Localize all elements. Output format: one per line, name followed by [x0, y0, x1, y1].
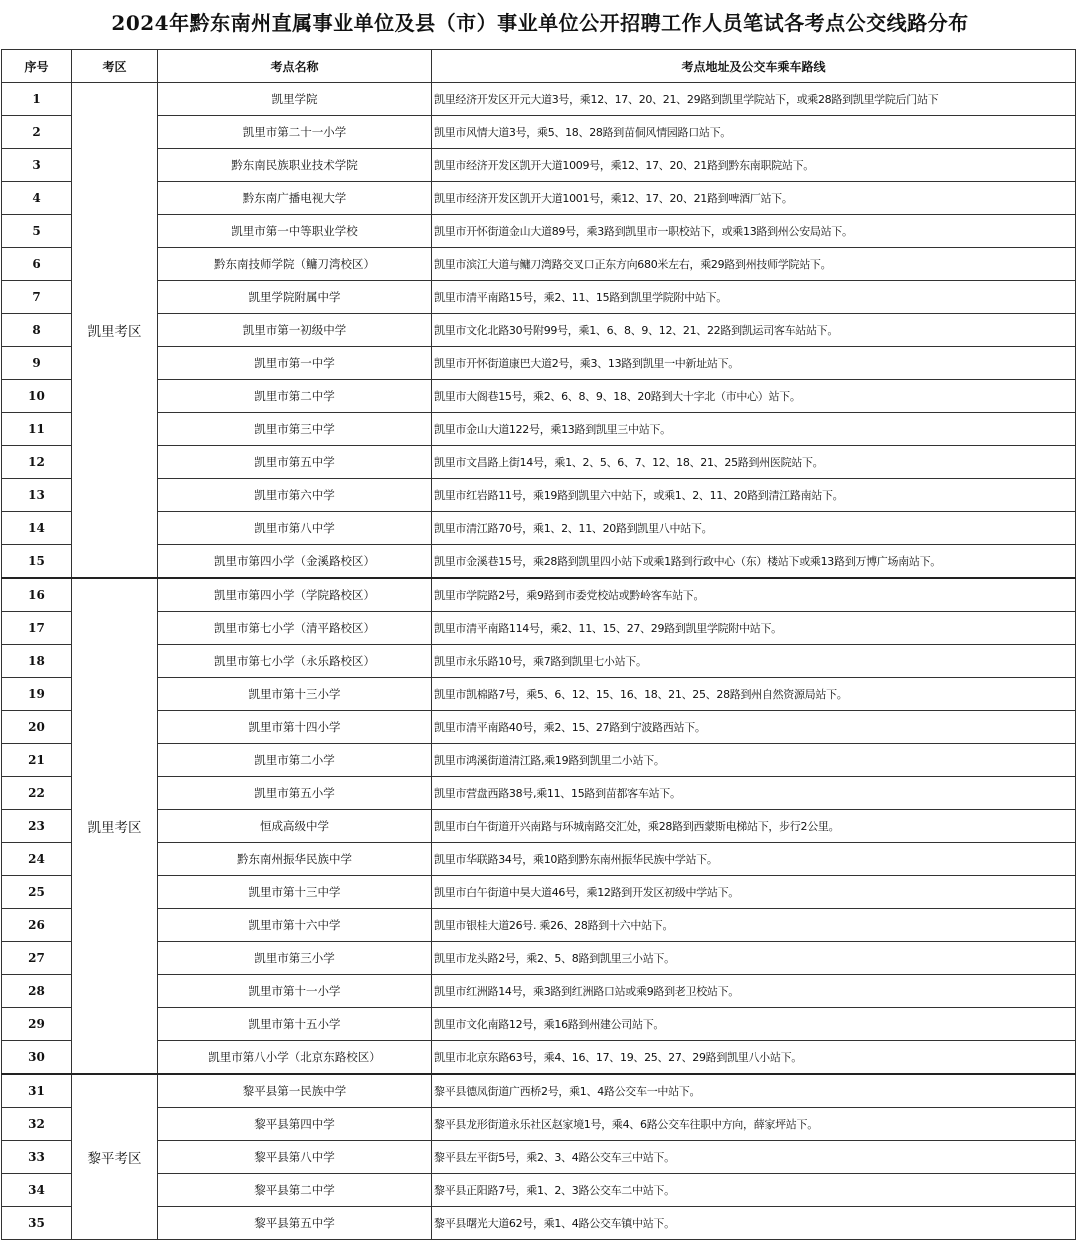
- row-index: 34: [2, 1174, 72, 1207]
- row-index: 14: [2, 512, 72, 545]
- table-row: [2, 281, 1076, 314]
- site-route: 凯里市文昌路上街14号，乘1、2、5、6、7、12、18、21、25路到州医院站下。: [432, 446, 1076, 479]
- table-row: [2, 545, 1076, 579]
- row-index: 28: [2, 975, 72, 1008]
- row-index: 8: [2, 314, 72, 347]
- exam-area-cell: 黎平考区: [72, 1074, 158, 1240]
- row-index: 22: [2, 777, 72, 810]
- site-name: 凯里市第三小学: [158, 942, 432, 975]
- table-row: [2, 215, 1076, 248]
- table-row: [2, 711, 1076, 744]
- table-row: [2, 843, 1076, 876]
- site-route: 黎平县正阳路7号，乘1、2、3路公交车二中站下。: [432, 1174, 1076, 1207]
- site-route: 凯里经济开发区开元大道3号，乘12、17、20、21、29路到凯里学院站下，或乘28路到凯里学院后门站下: [432, 83, 1076, 116]
- row-index: 10: [2, 380, 72, 413]
- table-row: [2, 149, 1076, 182]
- site-route: 凯里市白午街道中昊大道46号，乘12路到开发区初级中学站下。: [432, 876, 1076, 909]
- site-route: 凯里市经济开发区凯开大道1009号，乘12、17、20、21路到黔东南职院站下。: [432, 149, 1076, 182]
- site-name: 恒成高级中学: [158, 810, 432, 843]
- site-route: 凯里市永乐路10号，乘7路到凯里七小站下。: [432, 645, 1076, 678]
- table-row: [2, 1008, 1076, 1041]
- site-name: 凯里市第八小学（北京东路校区）: [158, 1041, 432, 1075]
- site-route: 凯里市鸿溪街道清江路,乘19路到凯里二小站下。: [432, 744, 1076, 777]
- table-row: [2, 1174, 1076, 1207]
- site-route: 凯里市白午街道开兴南路与环城南路交汇处，乘28路到西蒙斯电梯站下，步行2公里。: [432, 810, 1076, 843]
- table-row: [2, 645, 1076, 678]
- site-name: 凯里市第一中等职业学校: [158, 215, 432, 248]
- site-route: 凯里市学院路2号，乘9路到市委党校站或黔岭客车站下。: [432, 578, 1076, 612]
- site-name: 凯里市第六中学: [158, 479, 432, 512]
- site-name: 黎平县第四中学: [158, 1108, 432, 1141]
- site-name: 凯里市第五中学: [158, 446, 432, 479]
- page-title: 2024年黔东南州直属事业单位及县（市）事业单位公开招聘工作人员笔试各考点公交线路分布: [111, 11, 969, 35]
- site-name: 黎平县第一民族中学: [158, 1074, 432, 1108]
- site-route: 凯里市金溪巷15号，乘28路到凯里四小站下或乘1路到行政中心（东）楼站下或乘13路到万博广场南站下。: [432, 545, 1076, 579]
- row-index: 21: [2, 744, 72, 777]
- header-name: 考点名称: [158, 50, 432, 83]
- table-row: [2, 876, 1076, 909]
- header-route: 考点地址及公交车乘车路线: [432, 50, 1076, 83]
- table-row: [2, 116, 1076, 149]
- site-route: 凯里市红岩路11号，乘19路到凯里六中站下，或乘1、2、11、20路到清江路南站下。: [432, 479, 1076, 512]
- site-name: 黎平县第八中学: [158, 1141, 432, 1174]
- site-route: 黎平县德凤街道广西桥2号，乘1、4路公交车一中站下。: [432, 1074, 1076, 1108]
- exam-area-cell: 凯里考区: [72, 578, 158, 1074]
- site-route: 凯里市开怀街道金山大道89号，乘3路到凯里市一职校站下，或乘13路到州公安局站下。: [432, 215, 1076, 248]
- site-name: 凯里市第十六中学: [158, 909, 432, 942]
- site-name: 凯里市第十四小学: [158, 711, 432, 744]
- site-name: 凯里市第十三小学: [158, 678, 432, 711]
- site-route: 凯里市大阁巷15号，乘2、6、8、9、18、20路到大十字北（市中心）站下。: [432, 380, 1076, 413]
- table-row: [2, 578, 1076, 612]
- row-index: 18: [2, 645, 72, 678]
- row-index: 2: [2, 116, 72, 149]
- site-route: 凯里市清平南路114号，乘2、11、15、27、29路到凯里学院附中站下。: [432, 612, 1076, 645]
- site-name: 黎平县第五中学: [158, 1207, 432, 1240]
- site-name: 凯里市第一中学: [158, 347, 432, 380]
- site-name: 凯里市第五小学: [158, 777, 432, 810]
- table-row: [2, 1108, 1076, 1141]
- site-route: 凯里市经济开发区凯开大道1001号，乘12、17、20、21路到啤酒厂站下。: [432, 182, 1076, 215]
- site-route: 凯里市风情大道3号，乘5、18、28路到苗侗风情园路口站下。: [432, 116, 1076, 149]
- site-name: 凯里市第二十一小学: [158, 116, 432, 149]
- site-route: 凯里市文化南路12号，乘16路到州建公司站下。: [432, 1008, 1076, 1041]
- site-name: 黔东南州振华民族中学: [158, 843, 432, 876]
- site-name: 凯里市第八中学: [158, 512, 432, 545]
- site-route: 凯里市华联路34号，乘10路到黔东南州振华民族中学站下。: [432, 843, 1076, 876]
- site-name: 黔东南技师学院（鳙刀湾校区）: [158, 248, 432, 281]
- row-index: 17: [2, 612, 72, 645]
- row-index: 26: [2, 909, 72, 942]
- table-row: [2, 1041, 1076, 1075]
- row-index: 6: [2, 248, 72, 281]
- site-route: 凯里市北京东路63号，乘4、16、17、19、25、27、29路到凯里八小站下。: [432, 1041, 1076, 1075]
- site-route: 黎平县左平街5号，乘2、3、4路公交车三中站下。: [432, 1141, 1076, 1174]
- table-row: [2, 810, 1076, 843]
- site-route: 凯里市清江路70号，乘1、2、11、20路到凯里八中站下。: [432, 512, 1076, 545]
- site-name: 凯里市第四小学（学院路校区）: [158, 578, 432, 612]
- site-name: 凯里市第四小学（金溪路校区）: [158, 545, 432, 579]
- site-route: 凯里市清平南路15号，乘2、11、15路到凯里学院附中站下。: [432, 281, 1076, 314]
- table-row: [2, 380, 1076, 413]
- site-name: 凯里学院附属中学: [158, 281, 432, 314]
- site-route: 凯里市凯棉路7号，乘5、6、12、15、16、18、21、25、28路到州自然资源局站下。: [432, 678, 1076, 711]
- row-index: 25: [2, 876, 72, 909]
- table-row: [2, 942, 1076, 975]
- header-index: 序号: [2, 50, 72, 83]
- table-row: [2, 777, 1076, 810]
- table-row: [2, 678, 1076, 711]
- row-index: 19: [2, 678, 72, 711]
- site-route: 凯里市金山大道122号，乘13路到凯里三中站下。: [432, 413, 1076, 446]
- row-index: 32: [2, 1108, 72, 1141]
- table-row: [2, 1074, 1076, 1108]
- row-index: 12: [2, 446, 72, 479]
- row-index: 5: [2, 215, 72, 248]
- table-row: [2, 909, 1076, 942]
- row-index: 13: [2, 479, 72, 512]
- site-name: 凯里学院: [158, 83, 432, 116]
- row-index: 33: [2, 1141, 72, 1174]
- exam-area-cell: 凯里考区: [72, 83, 158, 579]
- site-name: 凯里市第一初级中学: [158, 314, 432, 347]
- site-route: 凯里市清平南路40号，乘2、15、27路到宁波路西站下。: [432, 711, 1076, 744]
- site-route: 凯里市滨江大道与鳙刀湾路交叉口正东方向680米左右，乘29路到州技师学院站下。: [432, 248, 1076, 281]
- site-route: 凯里市文化北路30号附99号，乘1、6、8、9、12、21、22路到凯运司客车站站下。: [432, 314, 1076, 347]
- row-index: 7: [2, 281, 72, 314]
- site-route: 黎平县龙形街道永乐社区赵家境1号，乘4、6路公交车往职中方向，薛家坪站下。: [432, 1108, 1076, 1141]
- row-index: 35: [2, 1207, 72, 1240]
- table-row: [2, 744, 1076, 777]
- site-name: 凯里市第七小学（永乐路校区）: [158, 645, 432, 678]
- table-row: [2, 83, 1076, 116]
- row-index: 16: [2, 578, 72, 612]
- table-row: [2, 248, 1076, 281]
- site-route: 凯里市红洲路14号，乘3路到红洲路口站或乘9路到老卫校站下。: [432, 975, 1076, 1008]
- table-row: [2, 479, 1076, 512]
- table-row: [2, 1141, 1076, 1174]
- table-row: [2, 512, 1076, 545]
- table-body: [2, 83, 1076, 1240]
- header-area: 考区: [72, 50, 158, 83]
- site-name: 凯里市第七小学（清平路校区）: [158, 612, 432, 645]
- row-index: 4: [2, 182, 72, 215]
- site-name: 黔东南广播电视大学: [158, 182, 432, 215]
- site-name: 黔东南民族职业技术学院: [158, 149, 432, 182]
- row-index: 30: [2, 1041, 72, 1075]
- table-row: [2, 612, 1076, 645]
- site-route: 凯里市龙头路2号，乘2、5、8路到凯里三小站下。: [432, 942, 1076, 975]
- row-index: 24: [2, 843, 72, 876]
- site-name: 凯里市第三中学: [158, 413, 432, 446]
- table-header-row: [2, 50, 1076, 83]
- table-row: [2, 1207, 1076, 1240]
- table-row: [2, 314, 1076, 347]
- table-row: [2, 182, 1076, 215]
- site-name: 凯里市第十三中学: [158, 876, 432, 909]
- row-index: 20: [2, 711, 72, 744]
- site-route: 凯里市开怀街道康巴大道2号，乘3、13路到凯里一中新址站下。: [432, 347, 1076, 380]
- row-index: 29: [2, 1008, 72, 1041]
- row-index: 11: [2, 413, 72, 446]
- site-route: 凯里市银桂大道26号. 乘26、28路到十六中站下。: [432, 909, 1076, 942]
- site-route: 黎平县曙光大道62号，乘1、4路公交车镇中站下。: [432, 1207, 1076, 1240]
- site-route: 凯里市营盘西路38号,乘11、15路到苗都客车站下。: [432, 777, 1076, 810]
- row-index: 27: [2, 942, 72, 975]
- site-name: 凯里市第二中学: [158, 380, 432, 413]
- exam-site-table: [1, 49, 1076, 1240]
- row-index: 23: [2, 810, 72, 843]
- table-row: [2, 413, 1076, 446]
- row-index: 3: [2, 149, 72, 182]
- row-index: 9: [2, 347, 72, 380]
- table-row: [2, 446, 1076, 479]
- site-name: 凯里市第十五小学: [158, 1008, 432, 1041]
- table-row: [2, 347, 1076, 380]
- row-index: 15: [2, 545, 72, 579]
- row-index: 31: [2, 1074, 72, 1108]
- site-name: 黎平县第二中学: [158, 1174, 432, 1207]
- table-row: [2, 975, 1076, 1008]
- site-name: 凯里市第二小学: [158, 744, 432, 777]
- site-name: 凯里市第十一小学: [158, 975, 432, 1008]
- row-index: 1: [2, 83, 72, 116]
